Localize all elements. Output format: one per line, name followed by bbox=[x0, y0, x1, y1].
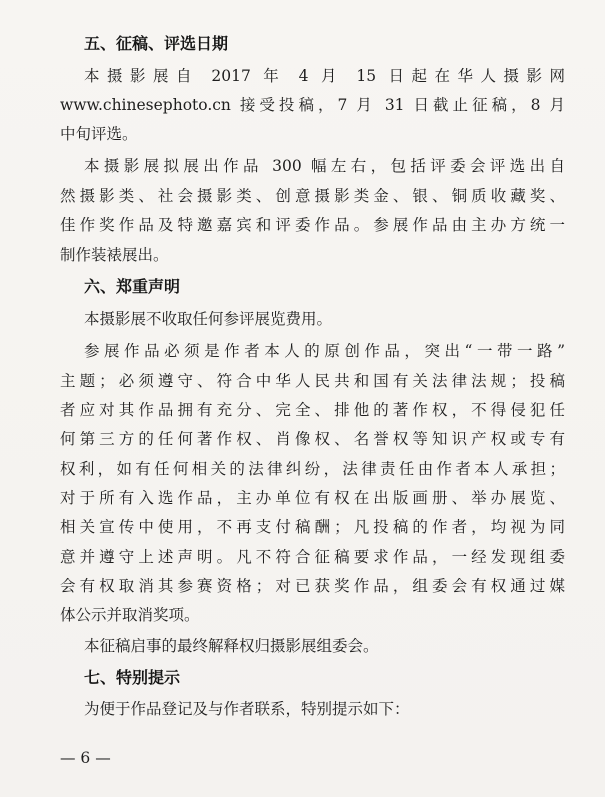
paragraph-line: 本摄影展不收取任何参评展览费用。 bbox=[84, 310, 333, 328]
paragraph-line: 为便于作品登记及与作者联系，特别提示如下： bbox=[84, 700, 410, 718]
paragraph-line: 主题；必须遵守、符合中华人民共和国有关法律法规；投稿 bbox=[60, 372, 565, 390]
paragraph-line: 然摄影类、社会摄影类、创意摄影类金、银、铜质收藏奖、 bbox=[60, 187, 565, 205]
paragraph-line: 对于所有入选作品，主办单位有权在出版画册、举办展览、 bbox=[60, 489, 565, 507]
paragraph-line: 相关宣传中使用，不再支付稿酬；凡投稿的作者，均视为同 bbox=[60, 518, 565, 536]
paragraph-line: 会有权取消其参赛资格；对已获奖作品，组委会有权通过媒 bbox=[60, 577, 565, 595]
section-heading-6: 六、郑重声明 bbox=[84, 277, 181, 296]
paragraph-line: 本摄影展拟展出作品 300 幅左右，包括评委会评选出自 bbox=[84, 157, 565, 175]
paragraph-line: 本摄影展自 2017 年 4 月 15 日起在华人摄影网 bbox=[84, 67, 565, 85]
paragraph-line: 参展作品必须是作者本人的原创作品，突出“一带一路” bbox=[84, 342, 565, 360]
paragraph-line: 制作装裱展出。 bbox=[60, 246, 169, 264]
paragraph-line: 意并遵守上述声明。凡不符合征稿要求作品，一经发现组委 bbox=[60, 548, 565, 566]
paragraph-line: 本征稿启事的最终解释权归摄影展组委会。 bbox=[84, 637, 379, 655]
paragraph-line: 中旬评选。 bbox=[60, 125, 138, 143]
page-number: — 6 — bbox=[60, 749, 111, 767]
paragraph-line: 权利，如有任何相关的法律纠纷，法律责任由作者本人承担； bbox=[60, 460, 565, 478]
paragraph-line: 佳作奖作品及特邀嘉宾和评委作品。参展作品由主办方统一 bbox=[60, 216, 565, 234]
paragraph-line: 者应对其作品拥有充分、完全、排他的著作权，不得侵犯任 bbox=[60, 401, 565, 419]
section-heading-5: 五、征稿、评选日期 bbox=[84, 34, 229, 53]
section-heading-7: 七、特别提示 bbox=[84, 668, 181, 687]
paragraph-line: 体公示并取消奖项。 bbox=[60, 606, 200, 624]
paragraph-line: 何第三方的任何著作权、肖像权、名誉权等知识产权或专有 bbox=[60, 430, 565, 448]
paragraph-line: www.chinesephoto.cn 接受投稿，7 月 31 日截止征稿，8 月 bbox=[60, 96, 565, 114]
